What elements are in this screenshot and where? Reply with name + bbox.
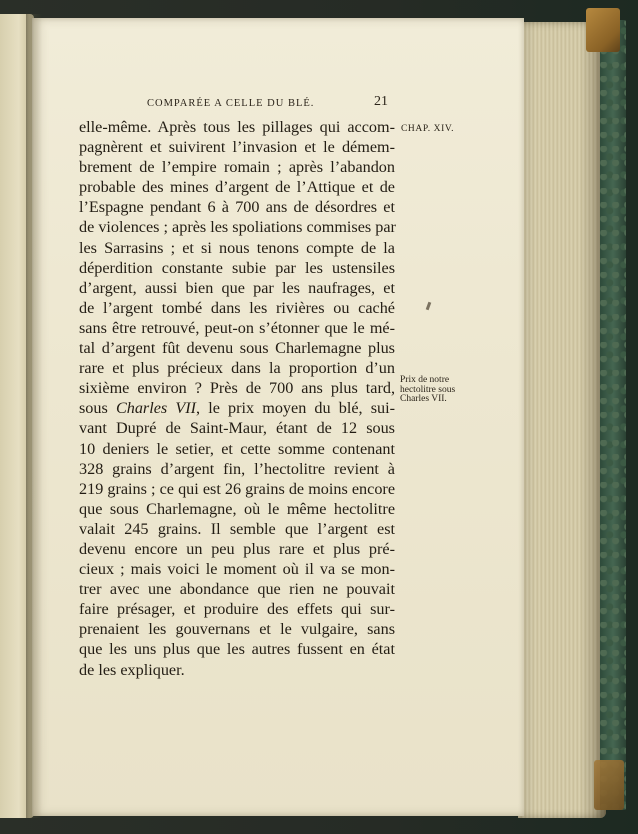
text-line: de les expliquer. [79, 660, 185, 679]
text-line [79, 398, 395, 418]
text-line: trer avec une abondance que rien ne pouvait [79, 580, 395, 599]
marbled-cover [600, 20, 626, 810]
text-line: l’Espagne pendant 6 à 700 ans de désordres et [79, 198, 395, 217]
text-line: d’argent, aussi bien que par les naufrages, et [79, 278, 395, 297]
running-head: COMPARÉE A CELLE DU BLÉ. [147, 98, 315, 109]
margin-note-line: hectolitre sous [400, 384, 456, 395]
text-line: déperdition constante subie par les ustensiles [79, 258, 395, 277]
text-line: brement de l’empire romain ; après l’abandon [79, 158, 395, 177]
body-text [79, 117, 395, 680]
text-line: que les uns plus que les autres fussent en état [79, 640, 395, 659]
text-line: 328 grains d’argent fin, l’hectolitre revient à [79, 459, 395, 478]
text-line: vant Dupré de Saint-Maur, étant de 12 sous [79, 419, 395, 438]
margin-note-line: Prix de notre [400, 375, 450, 385]
text-line: sixième environ ? Près de 700 ans plus tard, [79, 379, 395, 398]
text-line: 219 grains ; ce qui est 26 grains de moins encore [79, 479, 395, 498]
text-line: faire présager, et produire des effets qui sur- [79, 600, 395, 619]
text-line: elle-même. Après tous les pillages qui accom- [79, 118, 395, 136]
fore-edge-shadow [518, 22, 606, 818]
page-gutter [26, 14, 42, 818]
italic-name: Charles VII [115, 399, 197, 418]
text-line: 10 deniers le setier, et cette somme contenant [79, 439, 395, 458]
margin-note-line: Charles VII. [400, 394, 447, 404]
margin-note [400, 376, 455, 405]
text-line: que sous Charlemagne, où le même hectolitre [79, 499, 395, 518]
text-line: pagnèrent et suivirent l’invasion et le démem- [79, 138, 395, 157]
text-line: de violences ; après les spoliations commises par [79, 218, 396, 237]
text-line: probable des mines d’argent de l’Attique et de [79, 178, 395, 197]
text-line: devenu encore un peu plus rare et plus pré- [79, 539, 395, 558]
text-line: de l’argent tombé dans les rivières ou caché [79, 298, 395, 317]
text-line: sans être retrouvé, peut-on s’étonner que le mé- [79, 318, 395, 337]
margin-chapter-label: CHAP. XIV. [401, 124, 455, 134]
text-segment: sous [79, 399, 116, 418]
text-line: prenaient les gouvernans et le vulgaire, sans [79, 620, 395, 639]
text-line: tal d’argent fût devenu sous Charlemagne plus [79, 339, 395, 358]
cover-corner-bottom [594, 760, 624, 810]
cover-corner-top [586, 8, 620, 52]
text-line: les Sarrasins ; et si nous tenons compte de la [79, 238, 395, 257]
text-line: cieux ; mais voici le moment où il va se mon- [79, 560, 395, 579]
page-number: 21 [374, 94, 388, 109]
text-line: valait 245 grains. Il semble que l’argent est [79, 519, 395, 538]
text-line: rare et plus précieux dans la proportion d’un [79, 359, 395, 378]
text-segment: , le prix moyen du blé, sui- [196, 399, 396, 418]
